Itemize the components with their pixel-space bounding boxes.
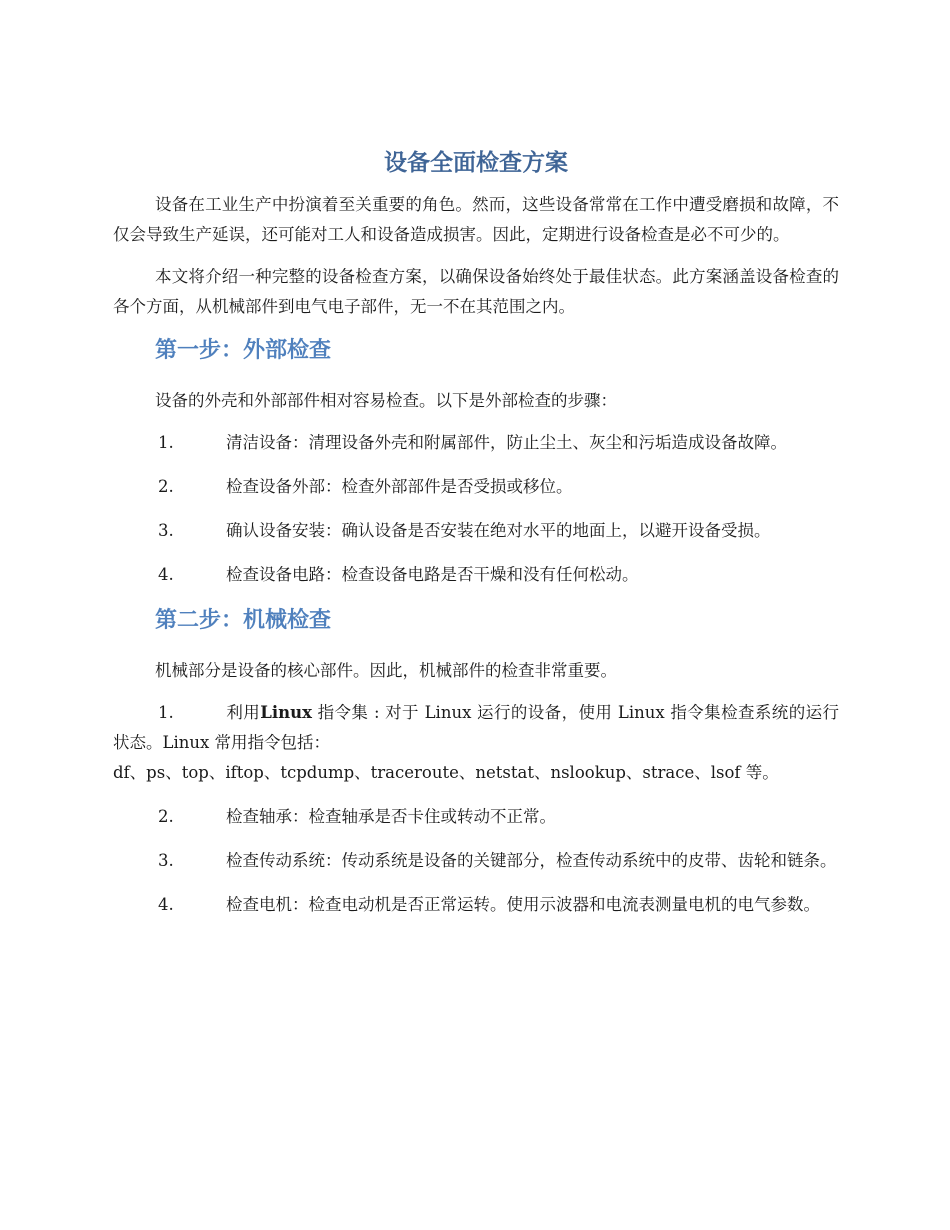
document-page	[113, 146, 839, 934]
list-item	[113, 890, 839, 920]
list-text: 检查设备电路：检查设备电路是否干燥和没有任何松动。	[226, 565, 639, 584]
list-item	[113, 516, 839, 546]
list-text: 检查设备外部：检查外部部件是否受损或移位。	[226, 477, 573, 496]
list-number: 3.	[158, 851, 174, 870]
list-text: 清洁设备：清理设备外壳和附属部件，防止尘土、灰尘和污垢造成设备故障。	[226, 433, 787, 452]
list-number: 4.	[158, 565, 174, 584]
list-item	[113, 802, 839, 832]
list-text: 指令集 : 对于 Linux 运行的设备，使用 Linux 指令集检查系统的运行状态。Linux 常用指令包括：	[113, 703, 839, 752]
linux-command-list: df、ps、top、iftop、tcpdump、traceroute、netstat、nslookup、strace、lsof 等。	[113, 763, 779, 782]
list-number: 2.	[158, 477, 174, 496]
step2-heading: 第二步：机械检查	[155, 608, 332, 633]
intro-paragraph-2: 本文将介绍一种完整的设备检查方案，以确保设备始终处于最佳状态。此方案涵盖设备检查的各个方面，从机械部件到电气电子部件，无一不在其范围之内。	[113, 267, 839, 316]
list-number: 3.	[158, 521, 174, 540]
list-text: 检查传动系统：传动系统是设备的关键部分，检查传动系统中的皮带、齿轮和链条。	[226, 851, 837, 870]
list-number: 4.	[158, 895, 174, 914]
list-item	[113, 472, 839, 502]
page-title: 设备全面检查方案	[384, 150, 568, 176]
list-item	[113, 428, 839, 458]
list-number: 1.	[158, 433, 174, 452]
list-item	[113, 560, 839, 590]
list-number: 2.	[158, 807, 174, 826]
list-prefix: 利用	[226, 703, 261, 722]
list-text: 检查电机：检查电动机是否正常运转。使用示波器和电流表测量电机的电气参数。	[226, 895, 820, 914]
list-text: 检查轴承：检查轴承是否卡住或转动不正常。	[226, 807, 556, 826]
step1-heading: 第一步：外部检查	[155, 338, 332, 363]
linux-bold-term: Linux	[260, 703, 312, 722]
step2-lead: 机械部分是设备的核心部件。因此，机械部件的检查非常重要。	[155, 661, 617, 680]
list-item	[113, 846, 839, 876]
list-item-linux	[113, 698, 839, 788]
list-number: 1.	[158, 703, 174, 722]
intro-paragraph-1: 设备在工业生产中扮演着至关重要的角色。然而，这些设备常常在工作中遭受磨损和故障，不仅会导致生产延误，还可能对工人和设备造成损害。因此，定期进行设备检查是必不可少的。	[113, 195, 839, 244]
list-text: 确认设备安装：确认设备是否安装在绝对水平的地面上，以避开设备受损。	[226, 521, 771, 540]
step1-lead: 设备的外壳和外部部件相对容易检查。以下是外部检查的步骤：	[155, 391, 617, 410]
